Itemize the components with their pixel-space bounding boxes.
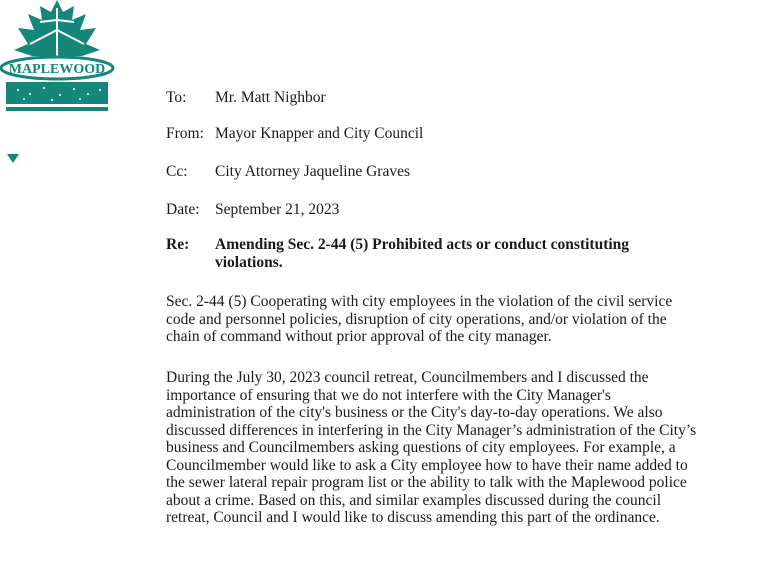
maplewood-logo (0, 0, 115, 115)
to-label: To: (166, 89, 187, 106)
to-value: Mr. Matt Nighbor (215, 89, 326, 106)
triangle-marker-icon (7, 154, 19, 163)
re-value: Amending Sec. 2-44 (5) Prohibited acts or conduct constituting violations. (215, 236, 630, 271)
from-value: Mayor Knapper and City Council (215, 125, 424, 142)
date-row (166, 201, 339, 219)
body-paragraph-2: During the July 30, 2023 council retreat, Councilmembers and I discussed the importance of ensuring that we do not interfere with the City Manager's administration of the city's business or the City's day-to-day operations. We also discussed differences in interfering in the City Manager’s administration of the City’s business and Councilmembers asking questions of city employees. For example, a Councilmember would like to ask a City employee how to have their name added to the sewer lateral repair program list or the ability to talk with the Maplewood police about a crime. Based on this, and similar examples discussed during the council retreat, Council and I would like to discuss amending this part of the ordinance. (166, 369, 697, 526)
to-row (166, 89, 326, 107)
cc-value: City Attorney Jaqueline Graves (215, 163, 410, 180)
cc-row (166, 163, 410, 181)
cc-label: Cc: (166, 163, 188, 180)
from-label: From: (166, 125, 204, 142)
re-label: Re: (166, 236, 190, 253)
re-row (166, 236, 685, 272)
date-label: Date: (166, 201, 200, 218)
body-paragraph-1: Sec. 2-44 (5) Cooperating with city employees in the violation of the civil service code and personnel policies, disruption of city operations, and/or violation of the chain of command without prior approval of the city manager. (166, 293, 673, 345)
logo-text: MAPLEWOOD (8, 62, 106, 77)
from-row (166, 125, 423, 143)
date-value: September 21, 2023 (215, 201, 340, 218)
